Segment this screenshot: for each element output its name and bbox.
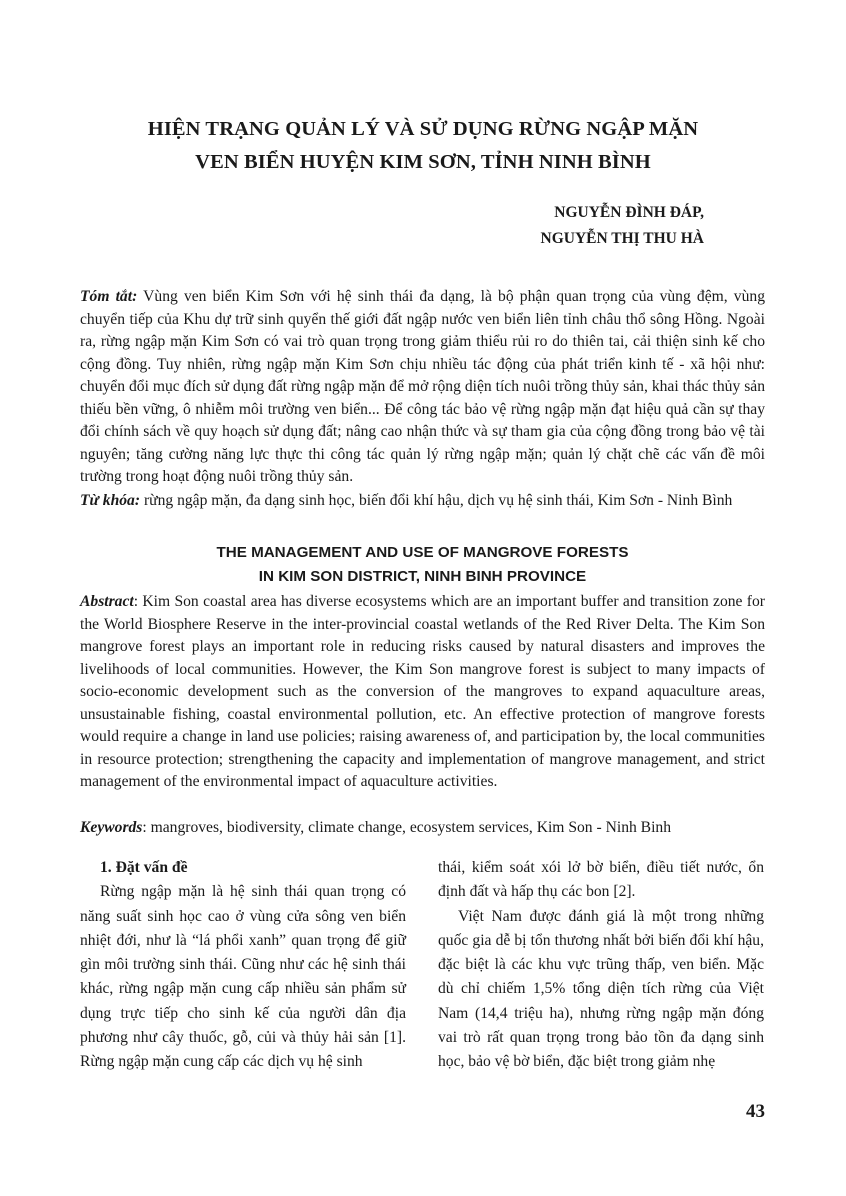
article-title-line-1: HIỆN TRẠNG QUẢN LÝ VÀ SỬ DỤNG RỪNG NGẬP MẶN (147, 118, 699, 140)
abstract-en (80, 591, 765, 794)
summary-vi-text: Vùng ven biển Kim Sơn với hệ sinh thái đa dạng, là bộ phận quan trọng của vùng đệm, vùng chuyển tiếp của Khu dự trữ sinh quyển thế giới đất ngập nước ven biển liên tỉnh châu thổ sông Hồng. Ngoài ra, rừng ngập mặn Kim Sơn có vai trò quan trọng trong giảm thiểu rủi ro do thiên tai, cải thiện sinh kế cho cộng đồng. Tuy nhiên, rừng ngập mặn Kim Sơn chịu nhiều tác động của phát triển kinh tế - xã hội như: chuyển đổi mục đích sử dụng đất rừng ngập mặn để mở rộng diện tích nuôi trồng thủy sản, khai thác thủy sản thiếu bền vững, ô nhiễm môi trường ven biển... Để công tác bảo vệ rừng ngập mặn đạt hiệu quả cần sự thay đổi chính sách về quy hoạch sử dụng đất; nâng cao nhận thức và sự tham gia của cộng đồng trong bảo vệ tài nguyên; tăng cường năng lực thực thi công tác quản lý rừng ngập mặn; quản lý chặt chẽ các vấn đề môi trường trong hoạt động nuôi trồng thủy sản. (80, 288, 765, 485)
english-title-line-2: IN KIM SON DISTRICT, NINH BINH PROVINCE (258, 568, 587, 585)
body-column-right (438, 856, 764, 1075)
paragraph: Việt Nam được đánh giá là một trong những quốc gia dễ bị tổn thương nhất bởi biến đổi khí hậu, đặc biệt là các khu vực trũng thấp, ven biển. Mặc dù chỉ chiếm 1,5% tổng diện tích rừng của Việt Nam (14,4 triệu ha), nhưng rừng ngập mặn đóng vai trò rất quan trọng trong bảo tồn đa dạng sinh học, bảo vệ bờ biển, đặc biệt trong giảm nhẹ (438, 907, 764, 1071)
keywords-vi-text: rừng ngập mặn, đa dạng sinh học, biến đổi khí hậu, dịch vụ hệ sinh thái, Kim Sơn - Ninh Bình (143, 492, 733, 509)
abstract-en-label: Abstract (80, 593, 134, 610)
paragraph-continued: thái, kiểm soát xói lở bờ biển, điều tiết nước, ổn định đất và hấp thụ các bon [2]. (438, 859, 764, 901)
summary-vi-label: Tóm tắt: (80, 288, 138, 305)
authors (541, 200, 705, 252)
keywords-vi-label: Từ khóa: (80, 492, 141, 509)
article-title (60, 113, 786, 179)
keywords-en-label: Keywords (80, 819, 143, 836)
abstract-en-text: : Kim Son coastal area has diverse ecosystems which are an important buffer and transition zone for the World Biosphere Reserve in the inter-provincial coastal wetlands of the Red River Delta. The Kim Son mangrove forest plays an important role in reducing risks caused by natural disasters and improves the livelihoods of local communities. However, the Kim Son mangrove forest is subject to many impacts of socio-economic development such as the conversion of the mangroves to expand aquaculture areas, unsustainable fishing, coastal environmental pollution, etc. An effective protection of mangrove forests would require a change in land use policies; raising awareness of, and participation by, the local communities in resource protection; strengthening the capacity and implementation of mangrove management, and strict management of the environmental impact of aquaculture activities. (80, 593, 765, 790)
article-title-line-2: VEN BIỂN HUYỆN KIM SƠN, TỈNH NINH BÌNH (195, 151, 651, 173)
page-number: 43 (746, 1101, 765, 1122)
keywords-en (80, 817, 765, 840)
author-2: NGUYỄN THỊ THU HÀ (540, 230, 704, 247)
keywords-vi (80, 490, 765, 513)
keywords-en-text: : mangroves, biodiversity, climate change, ecosystem services, Kim Son - Ninh Binh (142, 819, 672, 836)
body-column-left (80, 856, 406, 1075)
summary-vi (80, 286, 765, 489)
author-1: NGUYỄN ĐÌNH ĐÁP, (554, 204, 704, 221)
paragraph: Rừng ngập mặn là hệ sinh thái quan trọng có năng suất sinh học cao ở vùng cửa sông ven biển nhiệt đới, như là “lá phổi xanh” quan trọng để giữ gìn môi trường sinh thái. Cũng như các hệ sinh thái khác, rừng ngập mặn cung cấp nhiều sản phẩm sử dụng trực tiếp cho sinh kế của người dân địa phương như cây thuốc, gỗ, củi và thủy hải sản [1]. Rừng ngập mặn cung cấp các dịch vụ hệ sinh (80, 883, 406, 1071)
section-heading: 1. Đặt vấn đề (100, 859, 188, 876)
english-title-line-1: THE MANAGEMENT AND USE OF MANGROVE FORESTS (216, 544, 629, 561)
english-title (80, 541, 765, 589)
